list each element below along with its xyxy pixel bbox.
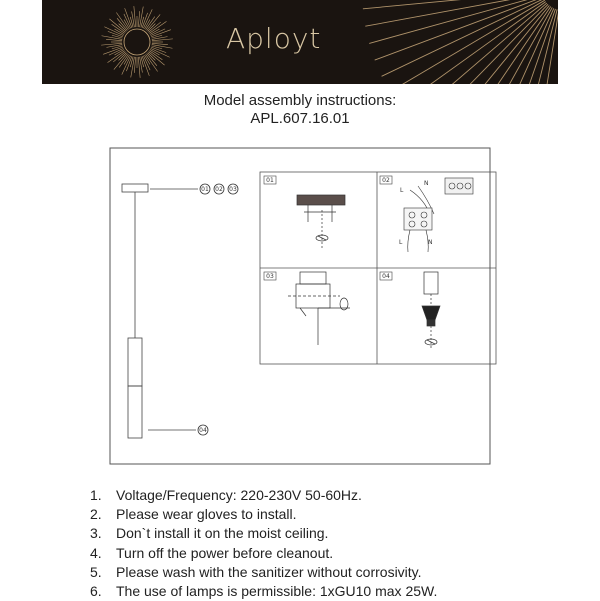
lamp-body-upper bbox=[128, 338, 142, 386]
callout-group-top bbox=[198, 184, 238, 435]
instructions-title: Model assembly instructions: bbox=[203, 92, 397, 109]
panel-label-04: 04 bbox=[382, 273, 390, 280]
panel-label-03: 03 bbox=[266, 273, 274, 280]
wire-label-n-bottom: N bbox=[428, 239, 433, 246]
brand-logo-text: Aployt bbox=[226, 22, 322, 55]
gu10-bulb-icon bbox=[422, 272, 440, 350]
mount-screw-icon bbox=[288, 272, 350, 345]
callout-label-04: 04 bbox=[199, 427, 207, 434]
terminal-block-icon bbox=[404, 178, 473, 252]
pendant-lamp-illustration bbox=[122, 184, 198, 438]
callout-label-01: 01 bbox=[201, 186, 209, 193]
ceiling-mount-icon bbox=[297, 195, 345, 250]
callout-label-02: 02 bbox=[215, 186, 223, 193]
model-number: APL.607.16.01 bbox=[250, 110, 350, 127]
wire-label-n-top: N bbox=[424, 180, 429, 187]
lamp-body-lower bbox=[128, 386, 142, 438]
panel-label-01: 01 bbox=[266, 177, 274, 184]
callout-label-03: 03 bbox=[229, 186, 237, 193]
instruction-item: 6. The use of lamps is permissible: 1xGU10 max 25W. bbox=[90, 583, 438, 600]
instruction-item: 4. Turn off the power before cleanout. bbox=[90, 544, 334, 561]
panel-label-02: 02 bbox=[382, 177, 390, 184]
instruction-item: 5. Please wash with the sanitizer without corrosivity. bbox=[90, 563, 422, 580]
wire-label-l-top: L bbox=[400, 187, 404, 194]
instruction-list bbox=[90, 486, 437, 601]
instruction-item: 2. Please wear gloves to install. bbox=[90, 506, 297, 523]
wire-label-l-bottom: L bbox=[399, 239, 403, 246]
ceiling-canopy bbox=[122, 184, 148, 192]
instruction-item: 1. Voltage/Frequency: 220-230V 50-60Hz. bbox=[90, 487, 362, 503]
instruction-item: 3. Don`t install it on the moist ceiling. bbox=[90, 525, 329, 542]
panel-grid bbox=[260, 172, 496, 364]
